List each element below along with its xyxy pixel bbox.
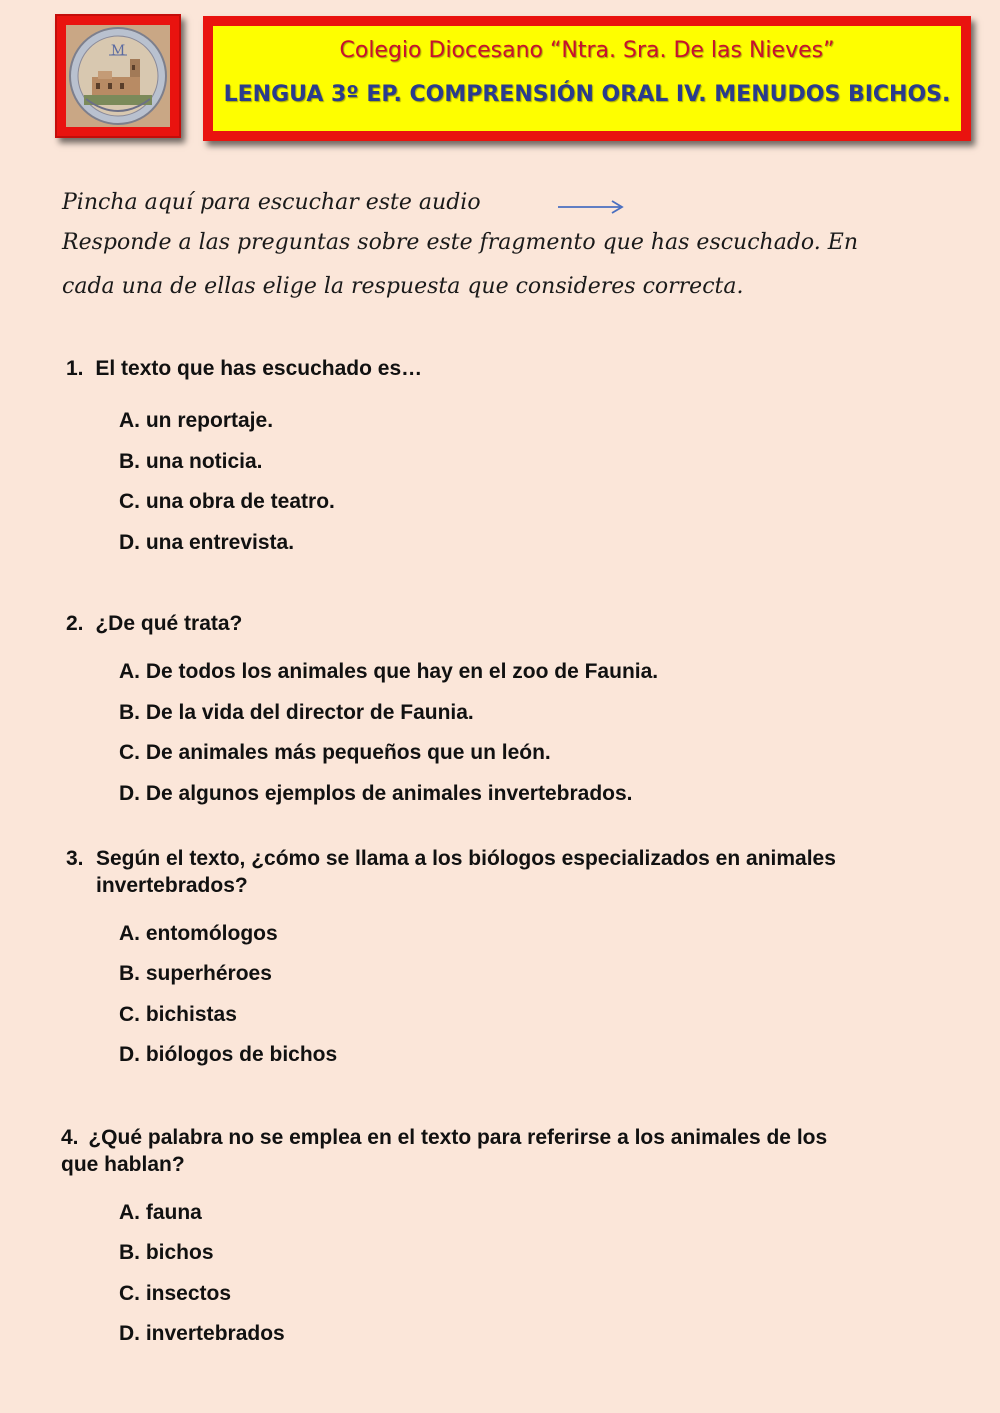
question-3 [66,845,946,899]
question-number: 4. [61,1126,79,1149]
school-crest-icon [66,25,170,127]
q1-option-d[interactable]: D. una entrevista. [119,531,295,554]
question-text: ¿De qué trata? [95,612,243,635]
instruction-line-2: cada una de ellas elige la respuesta que consideres correcta. [62,274,744,299]
question-1 [66,355,422,382]
title-banner [203,16,971,141]
q4-option-b[interactable]: B. bichos [119,1241,214,1264]
worksheet-title: LENGUA 3º EP. COMPRENSIÓN ORAL IV. MENUDOS BICHOS. [223,82,951,107]
audio-link-arrow-icon[interactable] [558,198,626,216]
q2-option-b[interactable]: B. De la vida del director de Faunia. [119,701,474,724]
question-text-line-1: Según el texto, ¿cómo se llama a los biólogos especializados en animales [96,847,836,870]
question-text-line-2: que hablan? [61,1153,185,1176]
question-number: 1. [66,357,84,380]
q2-option-d[interactable]: D. De algunos ejemplos de animales invertebrados. [119,782,633,805]
q4-option-a[interactable]: A. fauna [119,1201,202,1224]
q4-option-c[interactable]: C. insectos [119,1282,232,1305]
q1-option-b[interactable]: B. una noticia. [119,450,263,473]
question-text-line-1: ¿Qué palabra no se emplea en el texto para referirse a los animales de los [88,1126,828,1149]
q1-option-a[interactable]: A. un reportaje. [119,409,274,432]
q3-option-a[interactable]: A. entomólogos [119,922,278,945]
audio-prompt: Pincha aquí para escuchar este audio [62,190,481,215]
svg-text:M: M [110,43,126,59]
instruction-line-1: Responde a las preguntas sobre este fragmento que has escuchado. En [62,230,858,255]
school-logo [55,14,181,138]
question-number: 2. [66,612,84,635]
question-number: 3. [66,847,84,870]
school-name: Colegio Diocesano “Ntra. Sra. De las Nieves” [339,38,835,63]
question-4 [61,1124,951,1178]
q3-option-c[interactable]: C. bichistas [119,1003,237,1026]
q4-option-d[interactable]: D. invertebrados [119,1322,285,1345]
question-text-line-2: invertebrados? [96,874,248,897]
q3-option-b[interactable]: B. superhéroes [119,962,272,985]
q3-option-d[interactable]: D. biólogos de bichos [119,1043,338,1066]
q1-option-c[interactable]: C. una obra de teatro. [119,490,335,513]
q2-option-a[interactable]: A. De todos los animales que hay en el zoo de Faunia. [119,660,659,683]
q2-option-c[interactable]: C. De animales más pequeños que un león. [119,741,551,764]
question-2 [66,610,242,637]
question-text: El texto que has escuchado es… [95,357,423,380]
